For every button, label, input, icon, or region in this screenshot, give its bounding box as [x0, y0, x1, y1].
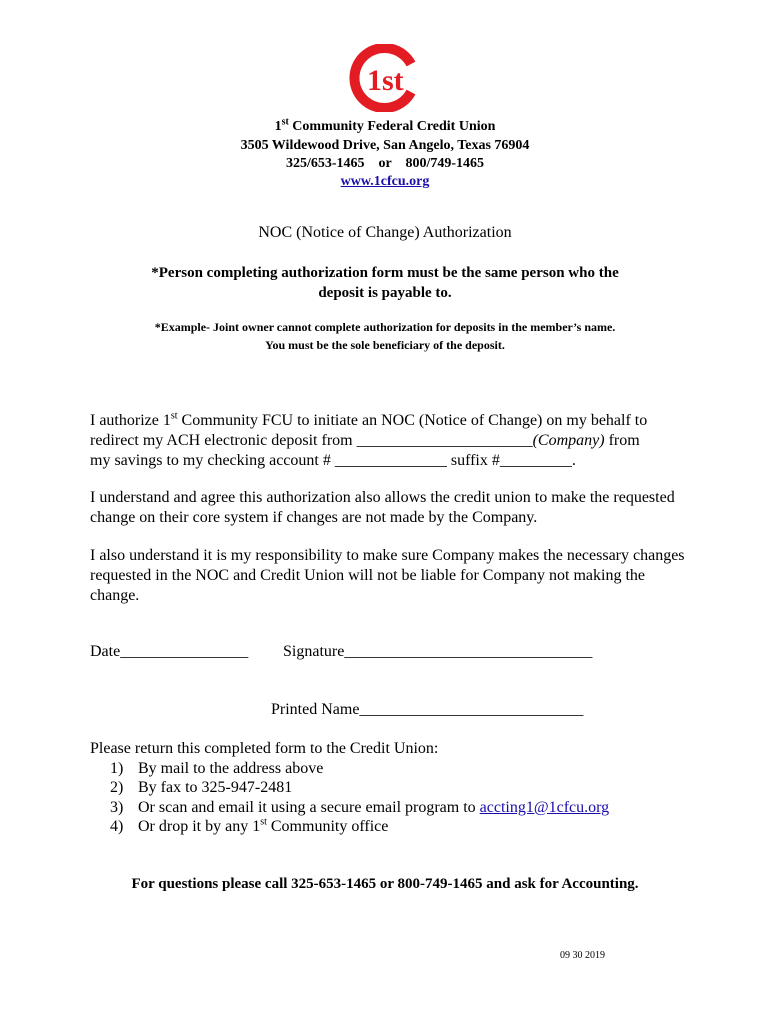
warning-line-2: deposit is payable to. [318, 285, 452, 301]
printed-name-field[interactable]: Printed Name____________________________ [271, 701, 584, 718]
list-item: 1) By mail to the address above [110, 759, 324, 777]
warning-line-1: *Person completing authorization form must be the same person who the [151, 265, 619, 281]
credit-union-logo [349, 44, 421, 112]
website-link[interactable]: www.1cfcu.org [340, 174, 430, 189]
example-line-2: You must be the sole beneficiary of the deposit. [265, 338, 505, 352]
return-instructions [90, 739, 710, 837]
list-item: 3) Or scan and email it using a secure email program to accting1@1cfcu.org [110, 798, 610, 816]
date-field[interactable]: Date________________ [90, 643, 249, 660]
understand-paragraph-1: I understand and agree this authorization also allows the credit union to make the requested change on their core system if changes are not made by the Company. [90, 489, 675, 526]
list-item: 2) By fax to 325-947-2481 [110, 779, 293, 796]
example-line-1: *Example- Joint owner cannot complete authorization for deposits in the member’s name. [154, 320, 616, 334]
company-label: (Company) [532, 432, 605, 449]
form-date-code: 09 30 2019 [560, 950, 605, 961]
list-item: 4) Or drop it by any 1st Community office [110, 816, 389, 835]
questions-line: For questions please call 325-653-1465 or 800-749-1465 and ask for Accounting. [131, 876, 639, 892]
understand-paragraph-2: I also understand it is my responsibility to make sure Company makes the necessary changes requested in the NOC and Credit Union will not be liable for Company not making the change. [90, 547, 685, 604]
signature-field[interactable]: Signature_______________________________ [283, 643, 593, 660]
authorization-paragraph: I authorize 1st Community FCU to initiate an NOC (Notice of Change) on my behalf to redirect my ACH electronic deposit from ______________________(Company) from my savings to my checking account # ______________ suffix #_________. [90, 410, 648, 469]
return-intro: Please return this completed form to the Credit Union: [90, 740, 439, 757]
form-title: NOC (Notice of Change) Authorization [258, 224, 512, 241]
email-link[interactable]: accting1@1cfcu.org [479, 798, 610, 816]
org-name: 1st Community Federal Credit Union [274, 116, 496, 134]
logo-text: 1st [367, 64, 404, 97]
org-address: 3505 Wildewood Drive, San Angelo, Texas 76904 [240, 138, 530, 153]
org-phones: 325/653-1465 or 800/749-1465 [285, 156, 485, 171]
